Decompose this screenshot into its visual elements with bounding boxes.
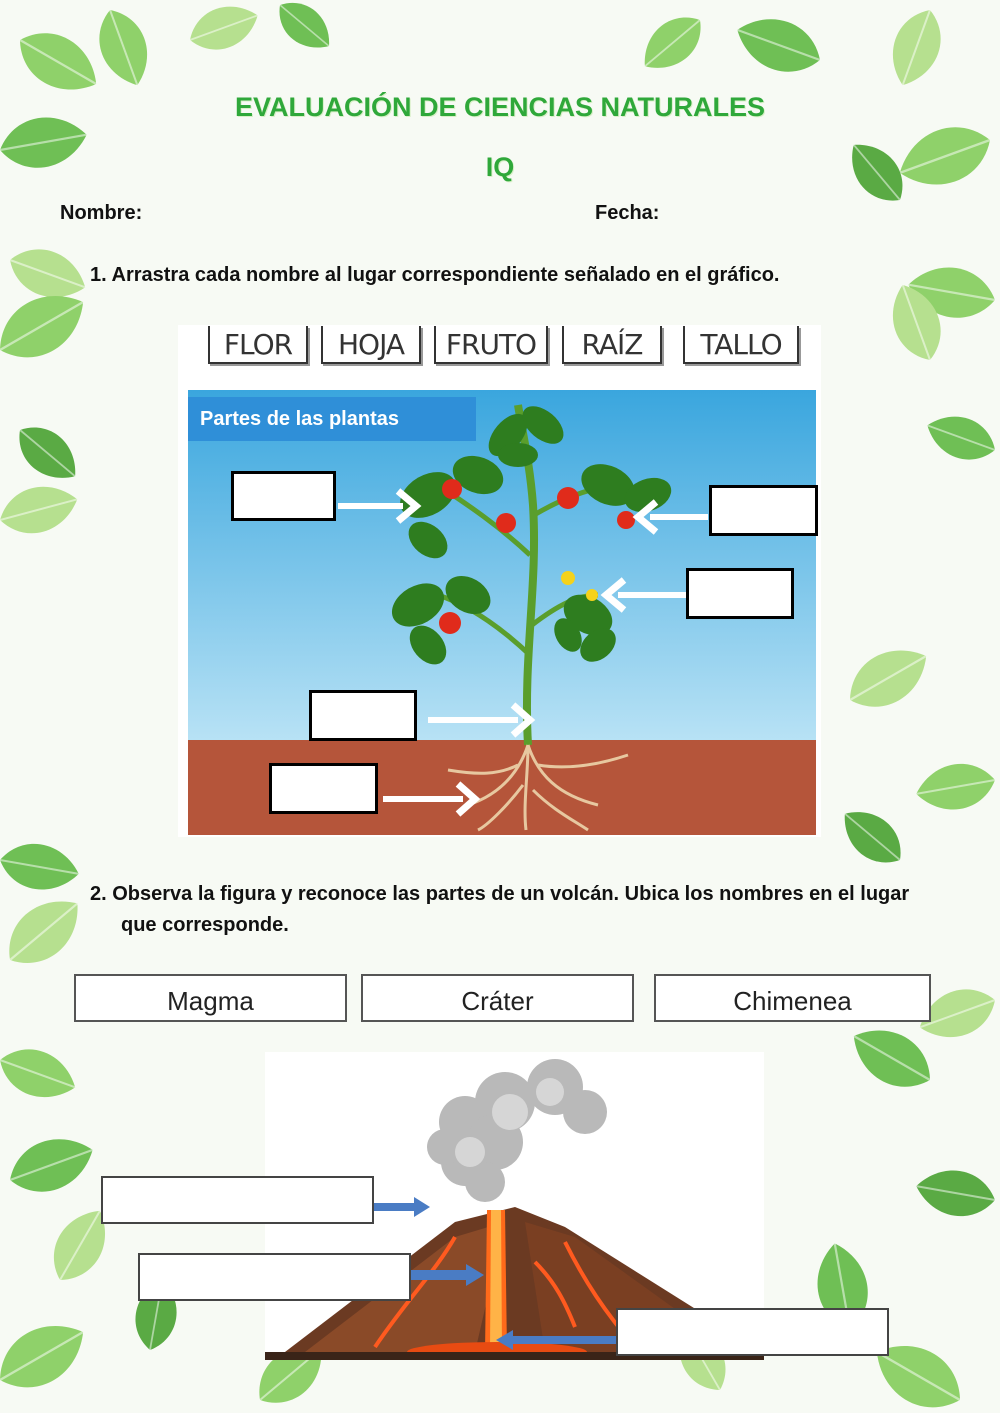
chip-fruto[interactable]: FRUTO (434, 326, 548, 364)
chip-hoja[interactable]: HOJA (321, 326, 421, 364)
word-magma[interactable]: Magma (74, 974, 347, 1022)
plant-drop-target-4[interactable] (309, 690, 417, 741)
worksheet-title: EVALUACIÓN DE CIENCIAS NATURALES (234, 92, 766, 122)
chip-tallo[interactable]: TALLO (683, 326, 799, 364)
question-1-text: 1. Arrastra cada nombre al lugar correspondiente señalado en el gráfico. (90, 264, 780, 286)
plant-drop-target-3[interactable] (686, 568, 794, 619)
word-chimenea[interactable]: Chimenea (654, 974, 931, 1022)
chip-raiz[interactable]: RAÍZ (562, 326, 662, 364)
word-crater[interactable]: Cráter (361, 974, 634, 1022)
name-label: Nombre: (60, 202, 143, 224)
plant-parts-banner: Partes de las plantas (188, 397, 476, 441)
volcano-drop-target-chimney[interactable] (138, 1253, 411, 1301)
chip-flor[interactable]: FLOR (208, 326, 308, 364)
plant-drop-target-5[interactable] (269, 763, 378, 814)
question-2-line-2: que corresponde. (121, 914, 289, 936)
worksheet-subtitle: IQ (485, 152, 515, 182)
plant-drop-target-1[interactable] (231, 471, 336, 521)
volcano-drop-target-magma[interactable] (616, 1308, 889, 1356)
date-label: Fecha: (595, 202, 660, 224)
question-2-line-1: 2. Observa la figura y reconoce las partes de un volcán. Ubica los nombres en el lugar (90, 883, 910, 905)
volcano-drop-target-crater[interactable] (101, 1176, 374, 1224)
question-2-text (90, 879, 970, 941)
plant-drop-target-2[interactable] (709, 485, 818, 536)
